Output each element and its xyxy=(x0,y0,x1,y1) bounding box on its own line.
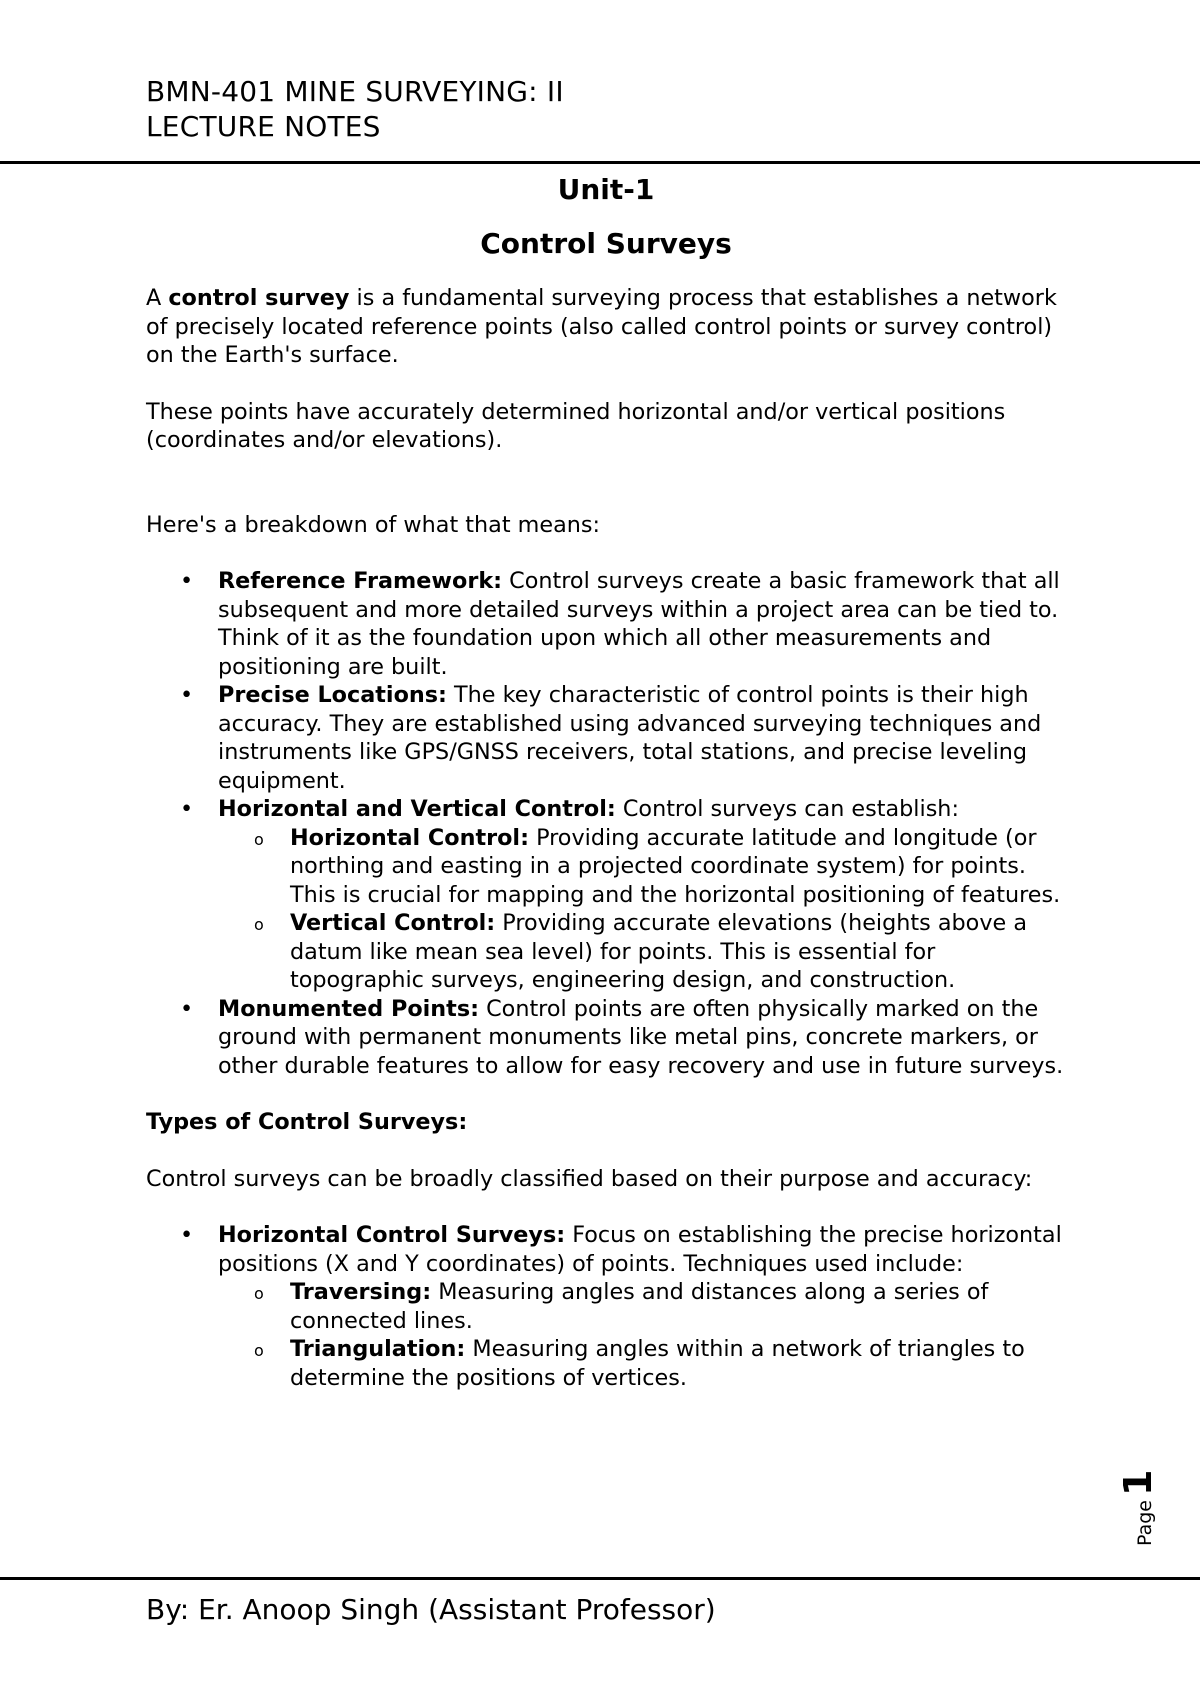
list-item: • Horizontal Control Surveys: Focus on establishing the precise horizontal positions (X and Y coordinates) of points. Techniques used include: o Traversing: Measuring angles and distances along a series of connected lines. o Triangulation: Measuring angles within a network of triangles to determine the positions of vertices. xyxy=(218,1221,1066,1392)
footer-rule xyxy=(0,1577,1200,1580)
section-title: Control Surveys xyxy=(480,227,732,260)
sub-list-item: o Traversing: Measuring angles and distances along a series of connected lines. xyxy=(290,1278,1066,1335)
sub-list-item: o Vertical Control: Providing accurate elevations (heights above a datum like mean sea level) for points. This is essential for topographic surveys, engineering design, and construction. xyxy=(290,909,1066,995)
techniques-sublist xyxy=(218,1278,1066,1392)
unit-title: Unit-1 xyxy=(557,173,655,206)
page-number xyxy=(1116,1470,1160,1546)
intro-paragraph-3: Here's a breakdown of what that means: xyxy=(146,511,601,538)
types-heading: Types of Control Surveys: xyxy=(146,1109,468,1135)
list-item: • Horizontal and Vertical Control: Control surveys can establish: o Horizontal Control: Providing accurate latitude and longitude (or northing and easting in a projected coordinate system) for points. This is crucial for mapping and the horizontal positioning of features. o Vertical Control: Providing accurate elevations (heights above a datum like mean sea level) for points. This is essential for topographic surveys, engineering design, and construction. xyxy=(218,795,1066,995)
list-item: • Reference Framework: Control surveys create a basic framework that all subsequent and more detailed surveys within a project area can be tied to. Think of it as the foundation upon which all other measurements and positioning are built. xyxy=(218,567,1066,681)
intro-paragraph-1: A control survey is a fundamental surveying process that establishes a network of precisely located reference points (also called control points or survey control) on the Earth's surface. xyxy=(146,285,1057,368)
page-number-value: 1 xyxy=(1116,1469,1160,1496)
list-item: • Monumented Points: Control points are often physically marked on the ground with permanent monuments like metal pins, concrete markers, or other durable features to allow for easy recovery and use in future surveys. xyxy=(218,995,1066,1081)
page-body xyxy=(146,172,1066,1420)
types-list xyxy=(146,1221,1066,1392)
control-survey-term: control survey xyxy=(168,285,350,311)
types-intro: Control surveys can be broadly classified based on their purpose and accuracy: xyxy=(146,1165,1033,1192)
course-title: BMN-401 MINE SURVEYING: II xyxy=(146,75,564,108)
notes-label: LECTURE NOTES xyxy=(146,110,381,143)
document-header xyxy=(146,74,564,144)
page-label: Page xyxy=(1134,1500,1156,1546)
breakdown-list xyxy=(146,567,1066,1080)
list-item: • Precise Locations: The key characteristic of control points is their high accuracy. They are established using advanced surveying techniques and instruments like GPS/GNSS receivers, total stations, and precise leveling equipment. xyxy=(218,681,1066,795)
intro-paragraph-2: These points have accurately determined horizontal and/or vertical positions (coordinates and/or elevations). xyxy=(146,398,1006,453)
document-footer: By: Er. Anoop Singh (Assistant Professor) xyxy=(146,1593,716,1626)
header-rule xyxy=(0,161,1200,164)
sub-list-item: o Triangulation: Measuring angles within a network of triangles to determine the positions of vertices. xyxy=(290,1335,1066,1392)
sub-list-item: o Horizontal Control: Providing accurate latitude and longitude (or northing and easting in a projected coordinate system) for points. This is crucial for mapping and the horizontal positioning of features. xyxy=(290,824,1066,910)
control-sublist xyxy=(218,824,1066,995)
